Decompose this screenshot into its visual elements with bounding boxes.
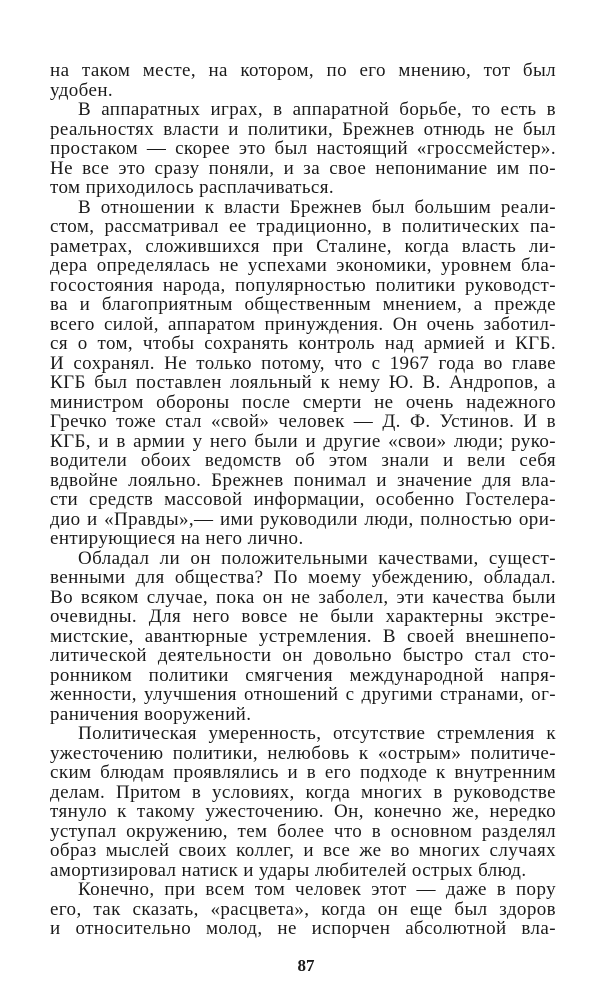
text-line: Во всяком случае, пока он не заболел, эти качества были: [50, 586, 556, 608]
text-line: очевидны. Для него вовсе не были характерны экстре-: [50, 606, 556, 627]
text-line: госостояния народа, популярностью политики руководст-: [50, 274, 556, 296]
text-line: стом, рассматривал ее традиционно, в политических па-: [50, 216, 556, 237]
text-line: образ мыслей своих коллег, и все же во многих случаях: [50, 840, 556, 861]
text-line: В отношении к власти Брежнев был большим реали-: [78, 196, 556, 218]
text-line: тянуло к такому ужесточению. Он, конечно же, нередко: [50, 801, 556, 822]
text-line: КГБ был поставлен лояльный к нему Ю. В. Андропов, а: [50, 372, 556, 393]
text-line: ронником политики смягчения международной напря-: [50, 664, 556, 686]
text-line: сти средств массовой информации, особенно Гостелера-: [50, 489, 556, 510]
text-line: литической деятельности он довольно быстро стал сто-: [50, 645, 556, 666]
text-line: амортизировал натиск и удары любителей острых блюд.: [50, 859, 527, 881]
text-line: делам. Притом в условиях, когда многих в руководстве: [50, 781, 556, 803]
text-line: простаком — скорее это был настоящий «гроссмейстер».: [50, 138, 556, 159]
text-line: том приходилось расплачиваться.: [50, 177, 335, 198]
text-line: ентирующиеся на него лично.: [50, 528, 304, 549]
page-number: 87: [297, 956, 315, 975]
text-line: реальностях власти и политики, Брежнев отнюдь не был: [50, 118, 556, 140]
text-line: И сохранял. Не только потому, что с 1967 года во главе: [50, 352, 556, 374]
text-line: вдвойне лояльно. Брежнев понимал и значение для вла-: [50, 469, 556, 491]
text-line: ужесточению политики, нелюбовь к «острым» политиче-: [50, 742, 556, 764]
text-line: его, так сказать, «расцвета», когда он еще был здоров: [50, 898, 556, 920]
text-line: раметрах, сложившихся при Сталине, когда власть ли-: [50, 235, 556, 257]
text-line: удобен.: [50, 79, 114, 101]
text-line: венными для общества? По моему убеждению, обладал.: [50, 567, 556, 588]
text-line: КГБ, и в армии у него были и другие «свои» люди; руко-: [50, 430, 556, 452]
text-line: Не все это сразу поняли, и за свое непонимание им по-: [50, 157, 556, 179]
text-line: раничения вооружений.: [50, 703, 252, 725]
text-line: ва и благоприятным общественным мнением, а прежде: [50, 294, 556, 315]
text-line: Обладал ли он положительными качествами, сущест-: [78, 547, 556, 569]
text-line: женности, улучшения отношений с другими странами, ог-: [50, 684, 556, 705]
text-line: Конечно, при всем том человек этот — даже в пору: [78, 879, 556, 900]
text-line: Политическая умеренность, отсутствие стремления к: [78, 723, 556, 744]
text-line: на таком месте, на котором, по его мнению, тот был: [50, 60, 556, 81]
text-line: ским блюдам проявлялись и в его подходе к внутренним: [50, 762, 556, 783]
text-line: мистские, авантюрные устремления. В своей внешнепо-: [50, 625, 556, 647]
text-line: Гречко тоже стал «свой» человек — Д. Ф. Устинов. И в: [50, 411, 556, 432]
text-line: всего силой, аппаратом принуждения. Он очень заботил-: [50, 313, 556, 335]
text-line: министром обороны после смерти не очень надежного: [50, 391, 556, 413]
text-line: дио и «Правды»,— ими руководили люди, полностью ори-: [50, 508, 556, 530]
page-body-text: [50, 61, 556, 939]
text-line: уступал окружению, тем более что в основном разделял: [50, 820, 556, 842]
text-line: дера определялась не успехами экономики, уровнем бла-: [50, 255, 556, 276]
text-line: водители обоих ведомств об этом знали и вели себя: [50, 450, 556, 471]
text-line: ся о том, чтобы сохранять контроль над армией и КГБ.: [50, 333, 556, 354]
text-line: В аппаратных играх, в аппаратной борьбе, то есть в: [78, 99, 556, 120]
text-line: и относительно молод, не испорчен абсолютной вла-: [50, 918, 556, 939]
